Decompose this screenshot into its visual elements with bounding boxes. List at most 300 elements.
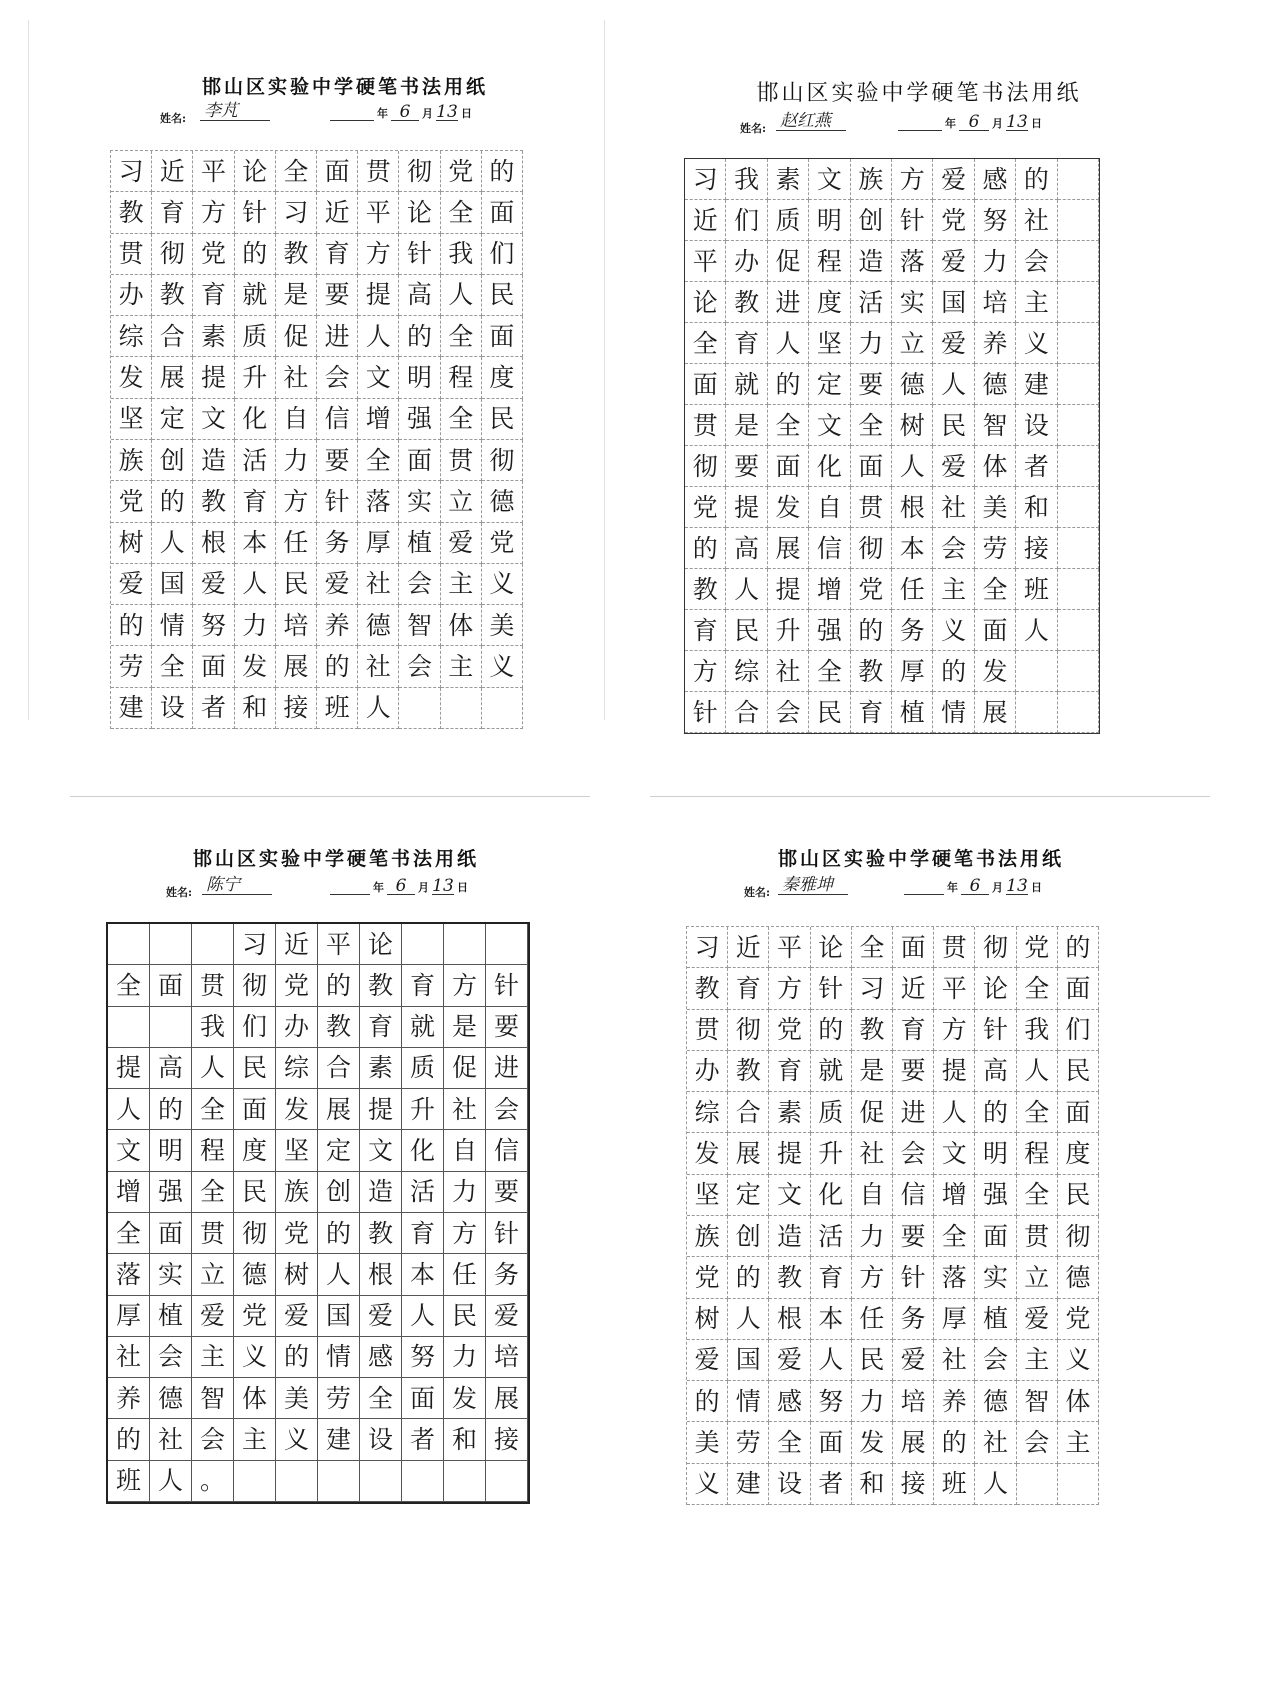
grid-cell: 质 bbox=[402, 1048, 444, 1089]
grid-cell: 面 bbox=[193, 646, 234, 687]
grid-cell: 育 bbox=[811, 1257, 852, 1298]
grid-cell: 会 bbox=[893, 1133, 934, 1174]
grid-cell: 素 bbox=[768, 159, 809, 200]
grid-cell: 爱 bbox=[933, 241, 974, 282]
grid-cell: 全 bbox=[975, 569, 1016, 610]
grid-cell: 贯 bbox=[1017, 1216, 1058, 1257]
grid-cell: 是 bbox=[726, 405, 767, 446]
grid-cell: 度 bbox=[482, 357, 523, 398]
grid-cell: 平 bbox=[769, 927, 810, 968]
grid-cell: 化 bbox=[809, 446, 850, 487]
grid-cell: 的 bbox=[235, 234, 276, 275]
grid-cell: 教 bbox=[152, 275, 193, 316]
grid-cell: 人 bbox=[811, 1340, 852, 1381]
grid-cell: 高 bbox=[726, 528, 767, 569]
grid-cell: 人 bbox=[934, 1092, 975, 1133]
grid-cell: 就 bbox=[235, 275, 276, 316]
grid-cell: 自 bbox=[852, 1175, 893, 1216]
grid-cell: 习 bbox=[276, 192, 317, 233]
day-label: 日 bbox=[1031, 117, 1042, 130]
grid-cell: 彻 bbox=[482, 440, 523, 481]
grid-cell: 彻 bbox=[685, 446, 726, 487]
grid-cell: 和 bbox=[444, 1419, 486, 1460]
grid-cell: 接 bbox=[276, 688, 317, 729]
grid-cell: 面 bbox=[399, 440, 440, 481]
grid-cell: 方 bbox=[444, 965, 486, 1006]
grid-cell: 人 bbox=[975, 1464, 1016, 1505]
grid-cell: 设 bbox=[1016, 405, 1057, 446]
grid-cell: 们 bbox=[1058, 1010, 1099, 1051]
grid-cell: 坚 bbox=[687, 1175, 728, 1216]
grid-cell: 育 bbox=[685, 610, 726, 651]
grid-cell: 根 bbox=[892, 487, 933, 528]
grid-cell: 本 bbox=[811, 1299, 852, 1340]
grid-cell: 植 bbox=[150, 1296, 192, 1337]
grid-cell: 方 bbox=[444, 1213, 486, 1254]
grid-cell: 落 bbox=[108, 1254, 150, 1295]
grid-cell bbox=[108, 924, 150, 965]
grid-cell: 贯 bbox=[934, 927, 975, 968]
grid-cell: 社 bbox=[150, 1419, 192, 1460]
grid-cell: 发 bbox=[235, 646, 276, 687]
grid-cell: 爱 bbox=[111, 564, 152, 605]
grid-cell: 实 bbox=[150, 1254, 192, 1295]
grid-cell: 我 bbox=[1017, 1010, 1058, 1051]
grid-cell: 族 bbox=[851, 159, 892, 200]
grid-cell: 培 bbox=[893, 1381, 934, 1422]
grid-cell: 根 bbox=[769, 1299, 810, 1340]
grid-cell bbox=[1058, 487, 1099, 528]
grid-cell: 进 bbox=[486, 1048, 528, 1089]
grid-cell: 办 bbox=[687, 1051, 728, 1092]
grid-cell: 促 bbox=[768, 241, 809, 282]
grid-cell: 义 bbox=[276, 1419, 318, 1460]
grid-cell: 民 bbox=[933, 405, 974, 446]
grid-cell bbox=[1058, 200, 1099, 241]
grid-cell: 实 bbox=[399, 481, 440, 522]
grid-cell: 信 bbox=[893, 1175, 934, 1216]
grid-cell: 方 bbox=[276, 481, 317, 522]
grid-cell: 会 bbox=[317, 357, 358, 398]
name-field: 赵红燕 bbox=[776, 112, 846, 131]
sheet-title: 邯山区实验中学硬笔书法用纸 bbox=[756, 81, 1082, 106]
grid-cell: 育 bbox=[769, 1051, 810, 1092]
grid-cell: 人 bbox=[150, 1461, 192, 1502]
grid-cell: 主 bbox=[1058, 1422, 1099, 1463]
grid-cell: 人 bbox=[235, 564, 276, 605]
grid-cell bbox=[1058, 364, 1099, 405]
grid-cell: 程 bbox=[1017, 1133, 1058, 1174]
year-label: 年 bbox=[373, 881, 384, 894]
grid-cell: 主 bbox=[234, 1419, 276, 1460]
grid-cell: 力 bbox=[852, 1216, 893, 1257]
grid-cell: 我 bbox=[192, 1007, 234, 1048]
year-field bbox=[330, 120, 374, 121]
grid-cell: 方 bbox=[934, 1010, 975, 1051]
grid-cell: 会 bbox=[399, 564, 440, 605]
date-line bbox=[330, 104, 475, 121]
grid-cell: 力 bbox=[444, 1172, 486, 1213]
grid-cell: 针 bbox=[486, 965, 528, 1006]
grid-cell: 党 bbox=[276, 965, 318, 1006]
grid-cell: 德 bbox=[892, 364, 933, 405]
grid-cell bbox=[444, 924, 486, 965]
grid-cell: 办 bbox=[111, 275, 152, 316]
grid-cell: 面 bbox=[482, 316, 523, 357]
grid-cell: 定 bbox=[728, 1175, 769, 1216]
grid-cell: 爱 bbox=[192, 1296, 234, 1337]
grid-cell: 要 bbox=[726, 446, 767, 487]
grid-cell: 教 bbox=[687, 968, 728, 1009]
grid-cell: 主 bbox=[441, 564, 482, 605]
grid-cell: 文 bbox=[360, 1130, 402, 1171]
grid-cell: 的 bbox=[1016, 159, 1057, 200]
grid-cell: 方 bbox=[852, 1257, 893, 1298]
grid-cell: 爱 bbox=[317, 564, 358, 605]
grid-cell: 努 bbox=[811, 1381, 852, 1422]
grid-cell: 国 bbox=[933, 282, 974, 323]
date-line bbox=[904, 878, 1045, 895]
grid-cell: 接 bbox=[893, 1464, 934, 1505]
grid-cell: 养 bbox=[108, 1378, 150, 1419]
grid-cell: 化 bbox=[235, 399, 276, 440]
grid-cell: 党 bbox=[234, 1296, 276, 1337]
grid-cell: 义 bbox=[482, 646, 523, 687]
grid-cell: 全 bbox=[152, 646, 193, 687]
grid-cell: 合 bbox=[152, 316, 193, 357]
grid-cell: 爱 bbox=[441, 523, 482, 564]
day-field: 13 bbox=[432, 876, 454, 896]
grid-cell: 质 bbox=[768, 200, 809, 241]
grid-cell: 的 bbox=[934, 1422, 975, 1463]
grid-cell: 要 bbox=[317, 275, 358, 316]
grid-cell bbox=[276, 1461, 318, 1502]
grid-cell: 自 bbox=[276, 399, 317, 440]
grid-cell: 培 bbox=[486, 1337, 528, 1378]
grid-cell: 植 bbox=[975, 1299, 1016, 1340]
grid-cell: 情 bbox=[933, 692, 974, 733]
grid-cell: 民 bbox=[809, 692, 850, 733]
grid-cell: 贯 bbox=[111, 234, 152, 275]
grid-cell: 全 bbox=[1017, 1092, 1058, 1133]
grid-cell: 会 bbox=[933, 528, 974, 569]
grid-cell: 习 bbox=[111, 151, 152, 192]
grid-cell: 全 bbox=[851, 405, 892, 446]
grid-cell: 党 bbox=[685, 487, 726, 528]
month-label: 月 bbox=[992, 881, 1003, 894]
grid-cell: 情 bbox=[152, 605, 193, 646]
grid-cell: 德 bbox=[234, 1254, 276, 1295]
grid-cell: 文 bbox=[934, 1133, 975, 1174]
scan-edge bbox=[70, 796, 590, 797]
grid-cell: 育 bbox=[152, 192, 193, 233]
grid-cell: 培 bbox=[975, 282, 1016, 323]
grid-cell: 针 bbox=[317, 481, 358, 522]
grid-cell: 全 bbox=[276, 151, 317, 192]
grid-cell: 全 bbox=[685, 323, 726, 364]
month-field: 6 bbox=[959, 114, 989, 131]
grid-cell: 面 bbox=[482, 192, 523, 233]
grid-cell: 发 bbox=[111, 357, 152, 398]
grid-cell bbox=[360, 1461, 402, 1502]
name-field: 陈宁 bbox=[202, 876, 272, 895]
grid-cell: 办 bbox=[726, 241, 767, 282]
grid-cell: 贯 bbox=[358, 151, 399, 192]
grid-cell: 针 bbox=[399, 234, 440, 275]
year-label: 年 bbox=[945, 117, 956, 130]
grid-cell: 的 bbox=[687, 1381, 728, 1422]
grid-cell: 力 bbox=[852, 1381, 893, 1422]
grid-cell: 习 bbox=[234, 924, 276, 965]
grid-cell: 面 bbox=[1058, 968, 1099, 1009]
grid-cell: 养 bbox=[975, 323, 1016, 364]
grid-cell: 育 bbox=[360, 1007, 402, 1048]
grid-cell: 进 bbox=[768, 282, 809, 323]
grid-cell: 全 bbox=[852, 927, 893, 968]
name-label: 姓名: bbox=[166, 886, 193, 899]
grid-cell bbox=[108, 1007, 150, 1048]
grid-cell: 族 bbox=[687, 1216, 728, 1257]
grid-cell: 建 bbox=[111, 688, 152, 729]
grid-cell: 爱 bbox=[360, 1296, 402, 1337]
grid-cell: 教 bbox=[318, 1007, 360, 1048]
grid-cell: 人 bbox=[768, 323, 809, 364]
grid-cell: 人 bbox=[728, 1299, 769, 1340]
grid-cell: 坚 bbox=[276, 1130, 318, 1171]
calligraphy-sheet bbox=[110, 70, 580, 740]
grid-cell bbox=[192, 924, 234, 965]
grid-cell: 感 bbox=[769, 1381, 810, 1422]
grid-cell bbox=[486, 924, 528, 965]
grid-cell: 的 bbox=[685, 528, 726, 569]
grid-cell: 化 bbox=[811, 1175, 852, 1216]
scan-edge bbox=[604, 20, 605, 720]
grid-cell: 近 bbox=[685, 200, 726, 241]
grid-cell: 根 bbox=[193, 523, 234, 564]
grid-cell bbox=[1058, 692, 1099, 733]
grid-cell bbox=[486, 1461, 528, 1502]
grid-cell: 平 bbox=[934, 968, 975, 1009]
writing-grid bbox=[684, 158, 1100, 734]
grid-cell: 面 bbox=[234, 1089, 276, 1130]
grid-cell: 论 bbox=[811, 927, 852, 968]
grid-cell: 社 bbox=[358, 564, 399, 605]
grid-cell: 会 bbox=[399, 646, 440, 687]
grid-cell: 合 bbox=[726, 692, 767, 733]
grid-cell: 全 bbox=[358, 440, 399, 481]
grid-cell: 的 bbox=[728, 1257, 769, 1298]
grid-cell: 义 bbox=[234, 1337, 276, 1378]
grid-cell: 展 bbox=[276, 646, 317, 687]
grid-cell: 论 bbox=[685, 282, 726, 323]
grid-cell bbox=[444, 1461, 486, 1502]
grid-cell: 全 bbox=[1017, 1175, 1058, 1216]
grid-cell: 设 bbox=[360, 1419, 402, 1460]
month-field: 6 bbox=[387, 878, 415, 895]
grid-cell: 增 bbox=[358, 399, 399, 440]
grid-cell: 方 bbox=[193, 192, 234, 233]
grid-cell: 建 bbox=[318, 1419, 360, 1460]
grid-cell: 德 bbox=[975, 1381, 1016, 1422]
grid-cell: 强 bbox=[399, 399, 440, 440]
grid-cell: 文 bbox=[358, 357, 399, 398]
grid-cell bbox=[1058, 159, 1099, 200]
grid-cell: 的 bbox=[318, 965, 360, 1006]
grid-cell: 合 bbox=[728, 1092, 769, 1133]
grid-cell: 活 bbox=[402, 1172, 444, 1213]
grid-cell: 论 bbox=[235, 151, 276, 192]
grid-cell: 主 bbox=[933, 569, 974, 610]
year-field bbox=[330, 894, 370, 895]
grid-cell: 素 bbox=[360, 1048, 402, 1089]
grid-cell: 人 bbox=[152, 523, 193, 564]
grid-cell: 力 bbox=[444, 1337, 486, 1378]
grid-cell: 德 bbox=[358, 605, 399, 646]
grid-cell: 会 bbox=[192, 1419, 234, 1460]
grid-cell: 贯 bbox=[685, 405, 726, 446]
grid-cell: 文 bbox=[193, 399, 234, 440]
grid-cell: 智 bbox=[192, 1378, 234, 1419]
grid-cell: 的 bbox=[482, 151, 523, 192]
grid-cell: 文 bbox=[108, 1130, 150, 1171]
grid-cell: 党 bbox=[276, 1213, 318, 1254]
grid-cell: 全 bbox=[441, 192, 482, 233]
grid-cell: 义 bbox=[933, 610, 974, 651]
grid-cell: 感 bbox=[975, 159, 1016, 200]
grid-cell: 人 bbox=[1016, 610, 1057, 651]
grid-cell: 树 bbox=[687, 1299, 728, 1340]
grid-cell bbox=[150, 924, 192, 965]
grid-cell: 文 bbox=[809, 159, 850, 200]
grid-cell: 任 bbox=[852, 1299, 893, 1340]
name-field: 秦雅坤 bbox=[778, 876, 848, 895]
grid-cell: 社 bbox=[933, 487, 974, 528]
grid-cell: 程 bbox=[192, 1130, 234, 1171]
grid-cell: 教 bbox=[852, 1010, 893, 1051]
grid-cell: 全 bbox=[768, 405, 809, 446]
grid-cell: 德 bbox=[1058, 1257, 1099, 1298]
grid-cell: 展 bbox=[728, 1133, 769, 1174]
grid-cell: 近 bbox=[317, 192, 358, 233]
grid-cell: 的 bbox=[933, 651, 974, 692]
grid-cell: 者 bbox=[193, 688, 234, 729]
grid-cell: 体 bbox=[1058, 1381, 1099, 1422]
grid-cell: 彻 bbox=[234, 965, 276, 1006]
grid-cell: 国 bbox=[318, 1296, 360, 1337]
grid-cell: 情 bbox=[318, 1337, 360, 1378]
grid-cell: 习 bbox=[685, 159, 726, 200]
grid-cell: 要 bbox=[486, 1172, 528, 1213]
grid-cell: 感 bbox=[360, 1337, 402, 1378]
grid-cell: 努 bbox=[193, 605, 234, 646]
grid-cell: 素 bbox=[769, 1092, 810, 1133]
grid-cell: 教 bbox=[276, 234, 317, 275]
grid-cell: 平 bbox=[685, 241, 726, 282]
grid-cell: 义 bbox=[482, 564, 523, 605]
grid-cell: 任 bbox=[892, 569, 933, 610]
grid-cell: 习 bbox=[852, 968, 893, 1009]
grid-cell: 党 bbox=[1058, 1299, 1099, 1340]
grid-cell: 展 bbox=[486, 1378, 528, 1419]
grid-cell: 育 bbox=[193, 275, 234, 316]
grid-cell: 全 bbox=[108, 965, 150, 1006]
grid-cell: 全 bbox=[769, 1422, 810, 1463]
grid-cell: 实 bbox=[975, 1257, 1016, 1298]
grid-cell: 近 bbox=[728, 927, 769, 968]
grid-cell: 近 bbox=[893, 968, 934, 1009]
sheet-title: 邯山区实验中学硬笔书法用纸 bbox=[201, 76, 488, 98]
grid-cell: 和 bbox=[852, 1464, 893, 1505]
grid-cell: 们 bbox=[482, 234, 523, 275]
grid-cell: 落 bbox=[934, 1257, 975, 1298]
grid-cell: 展 bbox=[152, 357, 193, 398]
grid-cell: 培 bbox=[276, 605, 317, 646]
grid-cell bbox=[1058, 569, 1099, 610]
grid-cell: 程 bbox=[441, 357, 482, 398]
grid-cell: 育 bbox=[851, 692, 892, 733]
grid-cell: 针 bbox=[892, 200, 933, 241]
grid-cell: 全 bbox=[192, 1172, 234, 1213]
grid-cell: 德 bbox=[975, 364, 1016, 405]
grid-cell: 发 bbox=[444, 1378, 486, 1419]
grid-cell: 人 bbox=[726, 569, 767, 610]
grid-cell: 文 bbox=[769, 1175, 810, 1216]
grid-cell: 要 bbox=[893, 1216, 934, 1257]
grid-cell: 党 bbox=[687, 1257, 728, 1298]
grid-cell: 强 bbox=[809, 610, 850, 651]
grid-cell: 全 bbox=[441, 399, 482, 440]
grid-cell: 文 bbox=[809, 405, 850, 446]
grid-cell: 者 bbox=[811, 1464, 852, 1505]
writing-grid bbox=[106, 922, 530, 1504]
grid-cell: 党 bbox=[111, 481, 152, 522]
grid-cell: 务 bbox=[892, 610, 933, 651]
grid-cell: 升 bbox=[811, 1133, 852, 1174]
grid-cell: 民 bbox=[444, 1296, 486, 1337]
grid-cell bbox=[402, 924, 444, 965]
grid-cell: 发 bbox=[852, 1422, 893, 1463]
grid-cell: 本 bbox=[402, 1254, 444, 1295]
grid-cell: 美 bbox=[975, 487, 1016, 528]
grid-cell: 面 bbox=[402, 1378, 444, 1419]
grid-cell: 习 bbox=[687, 927, 728, 968]
grid-cell bbox=[1058, 528, 1099, 569]
grid-cell: 彻 bbox=[728, 1010, 769, 1051]
grid-cell: 全 bbox=[1017, 968, 1058, 1009]
grid-cell: 面 bbox=[893, 927, 934, 968]
grid-cell: 高 bbox=[150, 1048, 192, 1089]
grid-cell: 者 bbox=[402, 1419, 444, 1460]
grid-cell: 造 bbox=[193, 440, 234, 481]
grid-cell: 社 bbox=[358, 646, 399, 687]
grid-cell: 立 bbox=[892, 323, 933, 364]
grid-cell: 班 bbox=[317, 688, 358, 729]
grid-cell: 自 bbox=[809, 487, 850, 528]
grid-cell: 党 bbox=[1017, 927, 1058, 968]
day-label: 日 bbox=[461, 107, 472, 120]
grid-cell: 厚 bbox=[892, 651, 933, 692]
grid-cell: 方 bbox=[685, 651, 726, 692]
grid-cell: 造 bbox=[769, 1216, 810, 1257]
grid-cell: 教 bbox=[851, 651, 892, 692]
day-label: 日 bbox=[457, 881, 468, 894]
grid-cell: 民 bbox=[276, 564, 317, 605]
grid-cell: 造 bbox=[360, 1172, 402, 1213]
grid-cell: 升 bbox=[402, 1089, 444, 1130]
grid-cell: 爱 bbox=[769, 1340, 810, 1381]
grid-cell: 体 bbox=[441, 605, 482, 646]
grid-cell: 爱 bbox=[933, 159, 974, 200]
